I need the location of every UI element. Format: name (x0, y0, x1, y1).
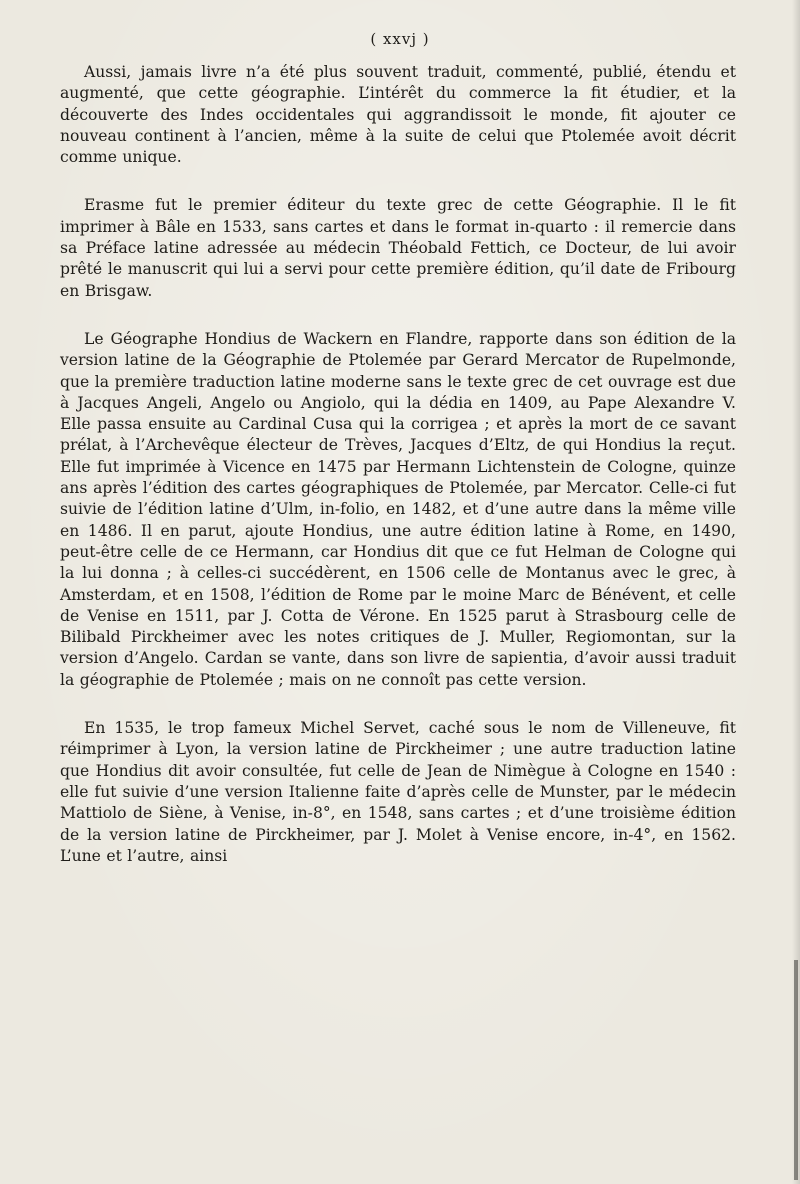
binding-edge-mark (794, 960, 798, 1180)
paragraph-4: En 1535, le trop fameux Michel Servet, caché sous le nom de Villeneuve, fit réimprimer à Lyon, la version latine de Pirckheimer ; une autre traduction latine que Hondius dit avoir consultée, fut celle de Jean de Nimègue à Cologne en 1540 : elle fut suivie d’une version Italienne faite d’après celle de Munster, par le médecin Mattiolo de Siène, à Venise, in-8°, en 1548, sans cartes ; et d’une troisième édition de la version latine de Pirckheimer, par J. Molet à Venise encore, in-4°, en 1562. L’une et l’autre, ainsi (60, 719, 736, 865)
paragraph-2: Erasme fut le premier éditeur du texte grec de cette Géographie. Il le fit imprimer à Bâle en 1533, sans cartes et dans le format in-quarto : il remercie dans sa Préface latine adressée au médecin Théobald Fettich, ce Docteur, de lui avoir prêté le manuscrit qui lui a servi pour cette première édition, qu’il date de Fribourg en Brisgaw. (60, 196, 736, 300)
page-header-number: ( xxvj ) (370, 30, 430, 48)
body-text (60, 62, 736, 867)
paragraph-3: Le Géographe Hondius de Wackern en Flandre, rapporte dans son édition de la version latine de la Géographie de Ptolemée par Gerard Mercator de Rupelmonde, que la première traduction latine moderne sans le texte grec de cet ouvrage est due à Jacques Angeli, Angelo ou Angiolo, qui la dédia en 1409, au Pape Alexandre V. Elle passa ensuite au Cardinal Cusa qui la corrigea ; et après la mort de ce savant prélat, à l’Archevêque électeur de Trèves, Jacques d’Eltz, de qui Hondius la reçut. Elle fut imprimée à Vicence en 1475 par Hermann Lichtenstein de Cologne, quinze ans après l’édition des cartes géographiques de Ptolemée, par Mercator. Celle-ci fut suivie de l’édition latine d’Ulm, in-folio, en 1482, et d’une autre dans la même ville en 1486. Il en parut, ajoute Hondius, une autre édition latine à Rome, en 1490, peut-être celle de ce Hermann, car Hondius dit que ce fut Helman de Cologne qui la lui donna ; à celles-ci succédèrent, en 1506 celle de Montanus avec le grec, à Amsterdam, et en 1508, l’édition de Rome par le moine Marc de Bénévent, et celle de Venise en 1511, par J. Cotta de Vérone. En 1525 parut à Strasbourg celle de Bilibald Pirckheimer avec les notes critiques de J. Muller, Regiomontan, sur la version d’Angelo. Cardan se vante, dans son livre de sapientia, d’avoir aussi traduit la géographie de Ptolemée ; mais on ne connoît pas cette version. (60, 329, 736, 689)
paragraph-1: Aussi, jamais livre n’a été plus souvent traduit, commenté, publié, étendu et augmenté, que cette géographie. L’intérêt du commerce la fit étudier, et la découverte des Indes occidentales qui aggrandissoit le monde, fit ajouter ce nouveau continent à l’ancien, même à la suite de celui que Ptolemée avoit décrit comme unique. (60, 63, 736, 167)
